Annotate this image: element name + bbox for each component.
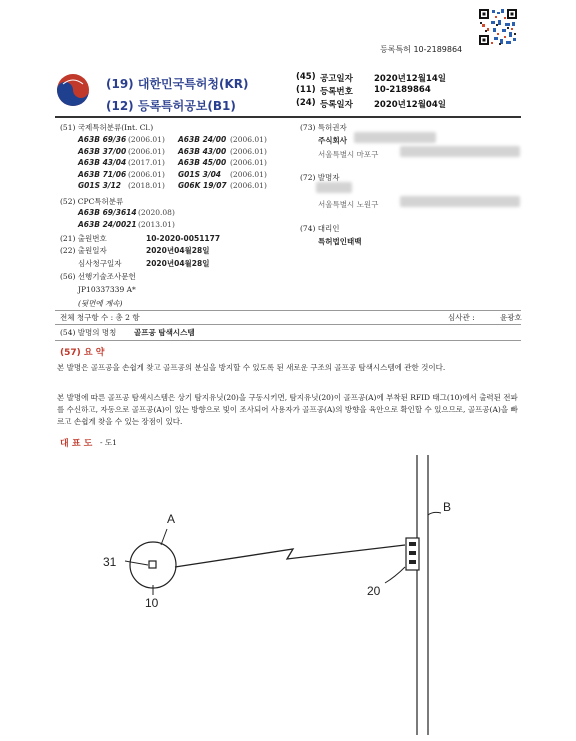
ipc-row [78,169,318,181]
examiner-label: 심사관 : [448,313,475,322]
ipc-year: (2018.01) [128,181,165,190]
meta-code: (24) [296,98,316,108]
cpc-row [78,219,318,231]
cpc-code: A63B 69/3614 [78,208,137,217]
ipc-code: A63B 45/00 [178,158,227,167]
app-no-label: (21) 출원번호 [60,234,107,243]
label-A: A [167,512,176,526]
ipc-year: (2006.01) [230,169,267,179]
office-name: (19) 대한민국특허청(KR) [106,77,249,91]
cpc-year: (2020.08) [138,208,175,217]
ipc-row [78,146,318,158]
ipc-code: A63B 69/36 [78,135,127,144]
app-no-value: 10-2020-0051177 [146,234,221,243]
redaction-owner-address [400,146,520,157]
continued-note: (뒷면에 계속) [78,299,123,308]
ipc-code: G06K 19/07 [178,181,227,190]
ipc-year: (2006.01) [128,146,165,156]
agent-title: (74) 대리인 [300,224,340,233]
exam-date-value: 2020년04월28일 [146,259,210,268]
registration-number-top: 등록특허 10-2189864 [380,45,463,54]
meta-value: 10-2189864 [374,85,431,95]
ipc-row [78,157,318,169]
ipc-code: A63B 24/00 [178,135,227,144]
label-10: 10 [145,596,159,610]
rep-figure-label: 대 표 도 [60,439,93,449]
cpc-list [78,207,318,230]
ipc-row [78,134,318,146]
publication-type: (12) 등록특허공보(B1) [106,99,236,113]
abstract-paragraph-1: 본 발명은 골프공을 손쉽게 찾고 골프공의 분실을 방지할 수 있도록 된 새로운 구조의 골프공 탐색시스템에 관한 것이다. [57,363,446,372]
qr-code [478,8,518,46]
ipc-year: (2017.01) [128,158,165,167]
ipc-year: (2006.01) [230,181,267,190]
examiner-name: 윤광호 [500,313,522,322]
ipc-code: G01S 3/04 [178,169,222,179]
header-meta-row [296,72,516,85]
redaction-owner [354,132,436,143]
claims-divider-top [55,310,521,311]
redaction-inventor [316,182,352,193]
ipc-code: A63B 43/04 [78,158,127,167]
cpc-title: (52) CPC특허분류 [60,197,124,206]
ipc-year: (2006.01) [230,146,267,156]
meta-label: 등록번호 [320,87,353,97]
claims-divider-bottom [55,324,521,325]
ipc-year: (2006.01) [128,135,165,144]
header-meta [296,72,516,111]
label-B: B [443,500,452,514]
ipc-row [78,180,318,192]
abstract-heading: (57) 요 약 [60,348,105,358]
cpc-row [78,207,318,219]
inventor-address: 서울특별시 노원구 [318,200,379,209]
header-meta-row [296,85,516,98]
owner-title: (73) 특허권자 [300,123,347,132]
representative-figure [95,455,495,735]
redaction-inventor-address [400,196,520,207]
ipc-year: (2006.01) [128,169,165,179]
meta-code: (45) [296,72,316,82]
abstract-paragraph-2: 본 발명에 따른 골프공 탐색시스템은 상기 탐지유닛(20)을 구동시키면, 탐지유닛(20)이 골프공(A)에 부착된 RFID 태그(10)에서 출력된 전파를 수신하고, 자동으로 골프공(A)이 있는 방향으로 빛이 조사되어 사용자가 골프공(A)의 방향을 육안으로 확인할 수 있으므로, 골프공(A)을 빠르고 손쉽게 찾을 수 있는 장점이 있다. [57,393,518,426]
prior-art-title: (56) 선행기술조사문헌 [60,272,136,281]
app-date-value: 2020년04월28일 [146,246,210,255]
ipc-year: (2006.01) [230,158,267,167]
cpc-code: A63B 24/0021 [78,219,137,229]
meta-value: 2020년12월14일 [374,74,446,84]
meta-value: 2020년12월04일 [374,100,446,110]
title-divider [55,340,521,341]
meta-label: 등록일자 [320,100,353,110]
claims-count: 전체 청구항 수 : 총 2 항 [60,313,140,322]
golf-ball-circle [130,542,176,588]
ipc-code: G01S 3/12 [78,181,122,190]
signal-zigzag [175,545,405,567]
rfid-tag [149,561,156,568]
meta-code: (11) [296,85,316,95]
title-label: (54) 발명의 명칭 [60,328,117,337]
invention-title: 골프공 탐색시스템 [134,328,195,337]
owner-name: 주식회사 [318,136,347,145]
label-31: 31 [103,555,117,569]
owner-address: 서울특별시 마포구 [318,150,379,159]
ipc-code: A63B 37/00 [78,146,127,156]
ipc-title: (51) 국제특허분류(Int. Cl.) [60,123,154,132]
exam-date-label: 심사청구일자 [78,259,122,268]
ipc-code: A63B 43/00 [178,146,227,156]
meta-label: 공고일자 [320,74,353,84]
prior-art-value: JP10337339 A* [78,285,136,294]
ipc-code: A63B 71/06 [78,169,127,179]
ipc-list [78,134,318,192]
agent-name: 특허법인태백 [318,237,362,246]
cpc-year: (2013.01) [138,219,175,229]
label-20: 20 [367,584,381,598]
ipc-year: (2006.01) [230,135,267,144]
korea-emblem-icon [55,72,91,108]
inventor-title: (72) 발명자 [300,173,340,182]
rep-figure-value: - 도1 [100,438,117,447]
header-divider [55,116,521,118]
app-date-label: (22) 출원일자 [60,246,107,255]
header-meta-row [296,98,516,111]
